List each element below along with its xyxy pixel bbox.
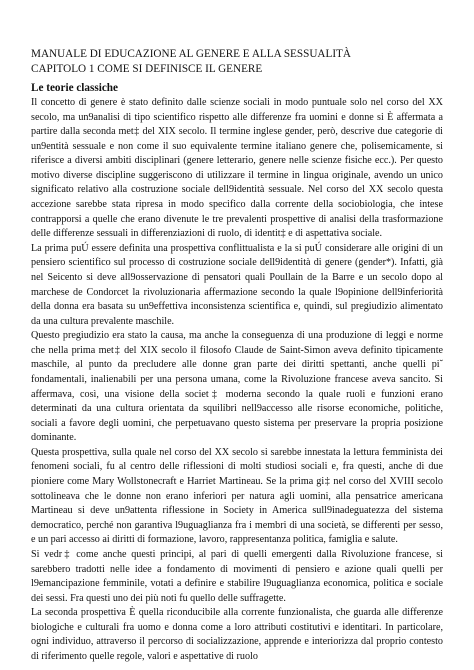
document-body: [31, 96, 443, 665]
document-header: [31, 47, 451, 77]
manual-title: MANUALE DI EDUCAZIONE AL GENERE E ALLA SESSUALITÀ: [31, 48, 351, 60]
paragraph: Il concetto di genere è stato definito dalle scienze sociali in modo puntuale solo nel corso del XX secolo, ma un9analisi di tipo scientifico rispetto alle differenze fra uomini e donne si È affermata a partire dalla seconda met‡ del XIX secolo. Il termine inglese gender, però, descrive due categorie di un9entità sessuale e non come il suo equivalente termine italiano genere che, polisemicamente, si riferisce a diversi ambiti disciplinari (genere letterario, genere nelle scienze fisiche ecc.). Per questo motivo diverse discipline suggeriscono di utilizzare il termine in lingua originale, avendo un unico significato relativo alla costruzione sociale dell9identità sessuale. Nel corso del XX secolo questa accezione sarebbe stata ripresa in modo specifico dalla corrente della sociobiologia, che intese contrapporsi a quelle che erano divenute le tre prevalenti prospettive di analisi della trasformazione delle differenze sessuali in differenziazioni di ruolo, di identit‡ e di aspettativa sociale.: [31, 97, 443, 240]
paragraph: Questa prospettiva, sulla quale nel corso del XX secolo si sarebbe innestata la lettura femminista dei fenomeni sociali, fu al centro delle riflessioni di molti studiosi sociali e, fra questi, anche di due pioniere come Mary Wollstonecraft e Harriet Martineau. Se la prima gi‡ nel corso del XVIII secolo sottolineava che le donne non erano inferiori per natura agli uomini, alla pensatrice americana Martineau si deve un9attenta riflessione in Society in America sull9inadeguatezza del sistema democratico, perché non garantiva l9uguaglianza fra i membri di una società, se differenti per sesso, e un pari accesso ai diritti di formazione, lavoro, rappresentanza politica, famiglia e salute.: [31, 446, 443, 546]
chapter-title: CAPITOLO 1 COME SI DEFINISCE IL GENERE: [31, 63, 263, 75]
paragraph: La prima puÚ essere definita una prospettiva conflittualista e la si puÚ considerare alle origini di un pensiero scientifico sul processo di costruzione sociale dell9identità di genere (gender*). Infatti, già nel Seicento si deve all9osservazione di pensatori quali Poullain de la Barre e un secolo dopo al marchese de Condorcet la rivoluzionaria affermazione secondo la quale l9opinione dell9inferiorità della donna era basata su un9effettiva inconsistenza scientifica e, quindi, sul pregiudizio alimentato da una cultura prevalente maschile.: [31, 242, 443, 327]
paragraph: Si vedr‡ come anche questi principi, al pari di quelli emergenti dalla Rivoluzione francese, si sarebbero tradotti nelle idee a fondamento di movimenti di pensiero e azione quali quelli per l9emancipazione femminile, votati a definire e stabilire l9uguaglianza economica, politica e sociale dei sessi. Fra questi uno dei più noti fu quello delle suffragette.: [31, 548, 443, 604]
paragraph: La seconda prospettiva È quella riconducibile alla corrente funzionalista, che guarda alle differenze biologiche e culturali fra uomo e donna come a loro attributi costitutivi e identitari. In particolare, ogni individuo, attraverso il percorso di socializzazione, apprende e interiorizza dal proprio contesto di riferimento quelle regole, valori e aspettative di ruolo: [31, 607, 443, 662]
section-heading: Le teorie classiche: [31, 82, 118, 94]
paragraph: Questo pregiudizio era stato la causa, ma anche la conseguenza di una produzione di leggi e norme che nella prima met‡ del XIX secolo il filosofo Claude de Saint-Simon aveva definito tipicamente maschile, al punto da precludere alle donne gran parte dei diritti spettanti, anche quelli pi˘ fondamentali, inalienabili per una persona umana, come la Rivoluzione francese aveva sancito. Si affermava, così, una visione della societ‡ moderna secondo la quale ruoli e funzioni erano determinati da una cultura orientata da squilibri nell9accesso alle risorse economiche, politiche, sociali a favore degli uomini, che perpetuavano questo sistema per preservare la propria posizione dominante.: [31, 330, 443, 444]
